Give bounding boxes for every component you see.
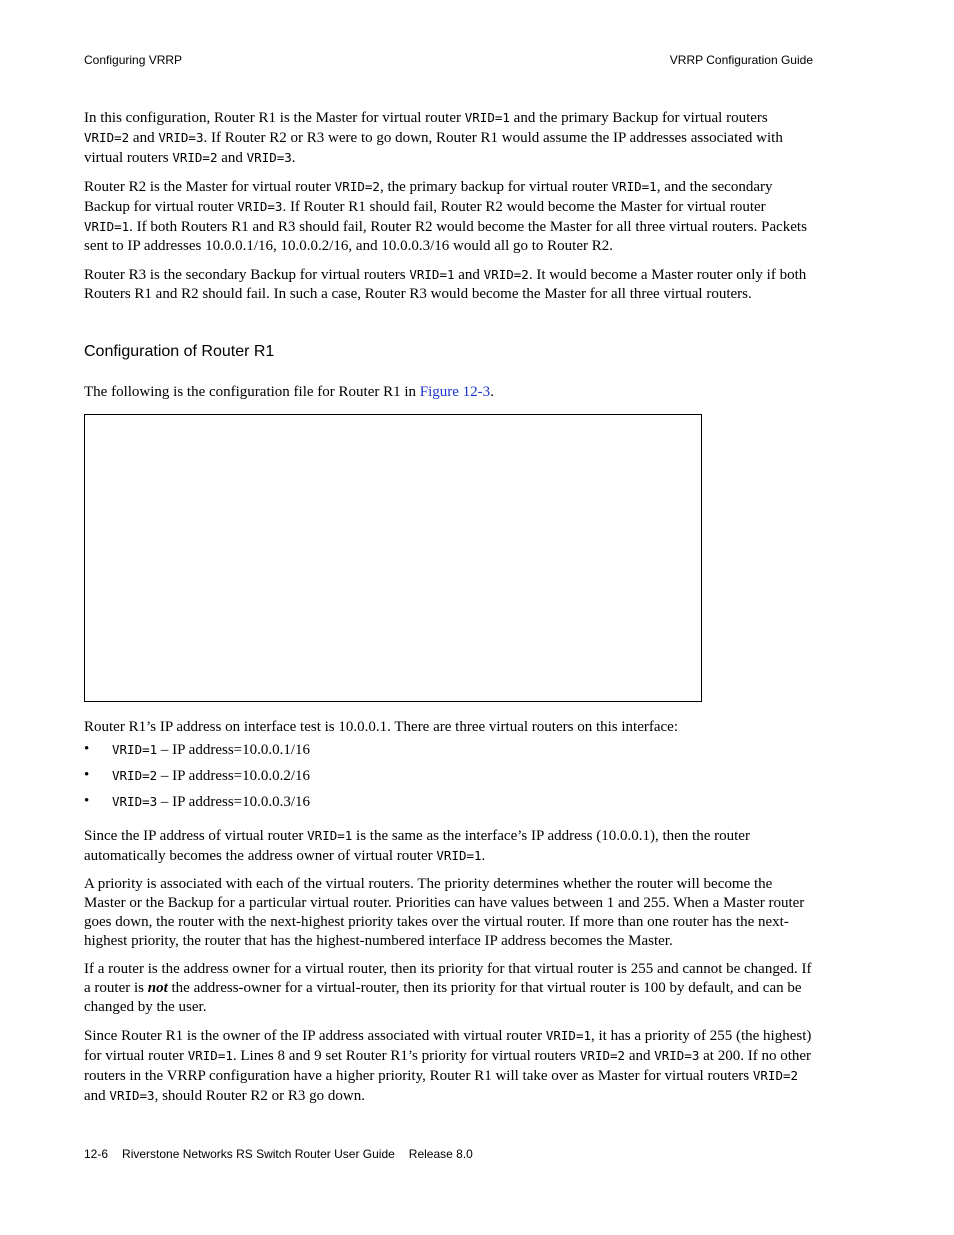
paragraph-r1-role: In this configuration, Router R1 is the Master for virtual router VRID=1 and the primary Backup for virtual routers VRID=2 and VRID=3. If Router R2 or R3 were to go down, Router R1 would assume the IP addresses associated with virtual routers VRID=2 and VRID=3. [84,110,783,166]
paragraph-priority: A priority is associated with each of the virtual routers. The priority determines whether the router will become the Master or the Backup for a particular virtual router. Priorities can have values between 1 and 255. When a Master router goes down, the router with the next-highest priority takes over the virtual router. If more than one router has the next-highest priority, the router that has the highest-numbered interface IP address becomes the Master. [84,876,805,949]
page-number: 12-6 [84,1147,109,1161]
paragraph-interface: Router R1’s IP address on interface test is 10.0.0.1. There are three virtual routers on this interface: [84,719,678,735]
bullet-icon: • [84,793,90,809]
figure-link[interactable]: Figure 12-3 [419,384,491,400]
bullet-icon: • [84,767,90,783]
virtual-router-list [84,740,812,812]
paragraph-r2-role: Router R2 is the Master for virtual router VRID=2, the primary backup for virtual router VRID=1, and the secondary Backup for virtual router VRID=3. If Router R1 should fail, Router R2 would become the Master for virtual router VRID=1. If both Routers R1 and R3 should fail, Router R2 would become the Master for all three virtual routers. Packets sent to IP addresses 10.0.0.1/16, 10.0.0.2/16, and 10.0.0.3/16 would all go to Router R2. [84,179,807,254]
list-item: • VRID=3 – IP address=10.0.0.3/16 [84,793,311,810]
config-intro: The following is the configuration file for Router R1 in Figure 12-3. [84,384,494,400]
running-header-left: Configuring VRRP [84,53,183,67]
page-footer [84,1147,487,1161]
paragraph-priority-owner: If a router is the address owner for a virtual router, then its priority for that virtual router is 255 and cannot be changed. If a router is not the address-owner for a virtual-router, then its priority for that virtual router is 100 by default, and can be changed by the user. [84,961,812,1015]
book-title: Riverstone Networks RS Switch Router User Guide [122,1147,395,1161]
section-heading: Configuration of Router R1 [84,343,275,360]
paragraph-address-owner: Since the IP address of virtual router VRID=1 is the same as the interface’s IP address (10.0.0.1), then the router automatically becomes the address owner of virtual router VRID=1. [84,828,750,864]
list-item: • VRID=2 – IP address=10.0.0.2/16 [84,767,311,784]
paragraph-r1-priority: Since Router R1 is the owner of the IP address associated with virtual router VRID=1, it has a priority of 255 (the highest) for virtual router VRID=1. Lines 8 and 9 set Router R1’s priority for virtual routers VRID=2 and VRID=3 at 200. If no other routers in the VRRP configuration have a higher priority, Router R1 will take over as Master for virtual routers VRID=2 and VRID=3, should Router R2 or R3 go down. [84,1028,812,1104]
release-label: Release 8.0 [408,1147,473,1161]
paragraph-r3-role: Router R3 is the secondary Backup for virtual routers VRID=1 and VRID=2. It would become a Master router only if both Routers R1 and R2 should fail. In such a case, Router R3 would become the Master for all three virtual routers. [84,267,807,302]
running-header-right: VRRP Configuration Guide [669,53,813,67]
page-body [84,108,812,1115]
bullet-icon: • [84,741,90,757]
config-file-box [84,414,702,702]
list-item: • VRID=1 – IP address=10.0.0.1/16 [84,741,311,758]
